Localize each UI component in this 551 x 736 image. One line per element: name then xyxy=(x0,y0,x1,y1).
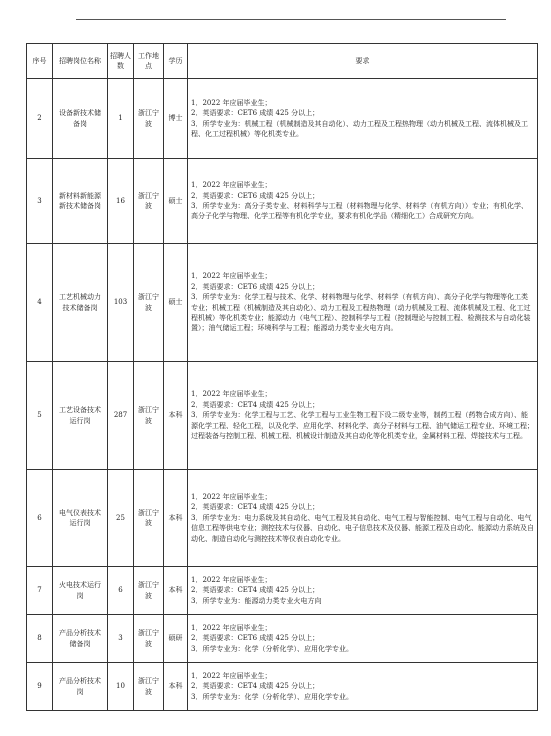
row-location: 浙江宁波 xyxy=(134,79,164,159)
row-no: 2 xyxy=(27,79,53,159)
requirement-line: 1．2022 年应届毕业生； xyxy=(191,272,272,281)
requirement-line: 3．所学专业为：化学（分析化学）、应用化学专业。 xyxy=(191,644,353,653)
table-row xyxy=(27,159,538,244)
requirement-line: 3．所学专业为：能源动力类专业火电方向 xyxy=(191,596,322,605)
row-count: 25 xyxy=(108,470,134,567)
table-row xyxy=(27,244,538,362)
requirement-line: 2．英语要求：CET4 成绩 425 分以上； xyxy=(191,503,320,512)
row-education: 本科 xyxy=(164,567,188,615)
recruitment-table xyxy=(26,43,538,711)
row-requirements xyxy=(188,567,538,615)
row-count: 287 xyxy=(108,362,134,470)
requirement-line: 2．英语要求：CET4 成绩 425 分以上； xyxy=(191,400,320,409)
requirement-line: 3．所学专业为：电力系统及其自动化、电气工程及其自动化、电气工程与智能控制、电气工程与自动化、电气信息工程等供电专业；测控技术与仪器、自动化、电子信息技术及仪器、能源工程及自动化、能源动力系统及自动化、制造自动化与测控技术等仪表自动化专业。 xyxy=(191,513,534,543)
requirement-line: 2．英语要求：CET4 成绩 425 分以上； xyxy=(191,682,320,691)
row-requirements xyxy=(188,362,538,470)
row-education: 本科 xyxy=(164,470,188,567)
table-row xyxy=(27,362,538,470)
row-position: 新材料新能源新技术储备岗 xyxy=(53,159,108,244)
requirement-line: 1．2022 年应届毕业生； xyxy=(191,623,272,632)
row-location: 浙江宁波 xyxy=(134,567,164,615)
row-position: 产品分析技术储备岗 xyxy=(53,615,108,663)
row-no: 7 xyxy=(27,567,53,615)
requirement-line: 1．2022 年应届毕业生； xyxy=(191,390,272,399)
row-count: 6 xyxy=(108,567,134,615)
row-education: 硕士 xyxy=(164,159,188,244)
row-position: 工艺设备技术运行岗 xyxy=(53,362,108,470)
header-rule xyxy=(76,19,506,20)
row-location: 浙江宁波 xyxy=(134,362,164,470)
requirement-line: 1．2022 年应届毕业生； xyxy=(191,98,272,107)
table-row xyxy=(27,615,538,663)
header-requirements: 要求 xyxy=(188,44,538,79)
row-no: 5 xyxy=(27,362,53,470)
requirement-line: 1．2022 年应届毕业生； xyxy=(191,575,272,584)
header-position: 招聘岗位名称 xyxy=(53,44,108,79)
row-count: 3 xyxy=(108,615,134,663)
row-location: 浙江宁波 xyxy=(134,663,164,711)
row-count: 10 xyxy=(108,663,134,711)
requirement-line: 2．英语要求：CET6 成绩 425 分以上； xyxy=(191,109,320,118)
row-no: 6 xyxy=(27,470,53,567)
row-location: 浙江宁波 xyxy=(134,159,164,244)
requirement-line: 3．所学专业为：机械工程（机械制造及其自动化）、动力工程及工程热物理（动力机械及工程、流体机械及工程、化工过程机械）等化机类专业。 xyxy=(191,119,528,138)
requirement-line: 1．2022 年应届毕业生； xyxy=(191,492,272,501)
requirement-line: 2．英语要求：CET6 成绩 425 分以上； xyxy=(191,634,320,643)
row-position: 工艺机械动力技术储备岗 xyxy=(53,244,108,362)
header-location: 工作地点 xyxy=(134,44,164,79)
table-row xyxy=(27,663,538,711)
requirement-line: 2．英语要求：CET4 成绩 425 分以上； xyxy=(191,586,320,595)
row-no: 3 xyxy=(27,159,53,244)
requirement-line: 3．所学专业为：高分子类专业、材料科学与工程（材料物理与化学、材料学（有机方向））专业；有机化学、高分子化学与物理、化学工程等有机化学专业，要求有机化学品（精细化工）合成研究方向。 xyxy=(191,202,528,221)
row-requirements xyxy=(188,244,538,362)
requirement-line: 1．2022 年应届毕业生； xyxy=(191,671,272,680)
row-education: 硕士 xyxy=(164,244,188,362)
row-requirements xyxy=(188,470,538,567)
requirement-line: 2．英语要求：CET6 成绩 425 分以上； xyxy=(191,282,320,291)
row-requirements xyxy=(188,615,538,663)
header-education: 学历 xyxy=(164,44,188,79)
row-count: 16 xyxy=(108,159,134,244)
table-header-row xyxy=(27,44,538,79)
row-no: 8 xyxy=(27,615,53,663)
header-count: 招聘人数 xyxy=(108,44,134,79)
table-row xyxy=(27,79,538,159)
row-count: 1 xyxy=(108,79,134,159)
row-no: 9 xyxy=(27,663,53,711)
row-location: 浙江宁波 xyxy=(134,615,164,663)
row-count: 103 xyxy=(108,244,134,362)
row-education: 本科 xyxy=(164,663,188,711)
requirement-line: 2．英语要求：CET6 成绩 425 分以上； xyxy=(191,191,320,200)
row-location: 浙江宁波 xyxy=(134,470,164,567)
table-row xyxy=(27,567,538,615)
row-requirements xyxy=(188,79,538,159)
row-no: 4 xyxy=(27,244,53,362)
requirement-line: 1．2022 年应届毕业生； xyxy=(191,181,272,190)
row-location: 浙江宁波 xyxy=(134,244,164,362)
requirement-line: 3．所学专业为：化学工程与工艺、化学工程与工业生物工程下设二级专业等，制药工程（药物合成方向）、能源化学工程、轻化工程，以及化学、应用化学、材料化学、高分子材料与工程、油气储运工程专业、环境工程；过程装备与控制工程、机械工程、机械设计制造及其自动化等化机类专业，金属材料工程、焊接技术与工程。 xyxy=(191,411,534,441)
row-position: 火电技术运行岗 xyxy=(53,567,108,615)
row-position: 设备新技术储备岗 xyxy=(53,79,108,159)
table-row xyxy=(27,470,538,567)
row-requirements xyxy=(188,663,538,711)
requirement-line: 3．所学专业为：化学工程与技术、化学、材料物理与化学、材料学（有机方向）、高分子化学与物理等化工类专业；机械工程（机械制造及其自动化）、动力工程及工程热物理（动力机械及工程、流体机械及工程、化工过程机械）等化机类专业；能源动力（电气工程）、控制科学与工程（控制理论与控制工程、检测技术与自动化装置）；油气储运工程；环境科学与工程；能源动力类专业火电方向。 xyxy=(191,293,531,333)
row-education: 本科 xyxy=(164,362,188,470)
row-position: 产品分析技术岗 xyxy=(53,663,108,711)
row-position: 电气仪表技术运行岗 xyxy=(53,470,108,567)
row-requirements xyxy=(188,159,538,244)
requirement-line: 3．所学专业为：化学（分析化学）、应用化学专业。 xyxy=(191,692,353,701)
row-education: 硕研 xyxy=(164,615,188,663)
header-no: 序号 xyxy=(27,44,53,79)
row-education: 博士 xyxy=(164,79,188,159)
